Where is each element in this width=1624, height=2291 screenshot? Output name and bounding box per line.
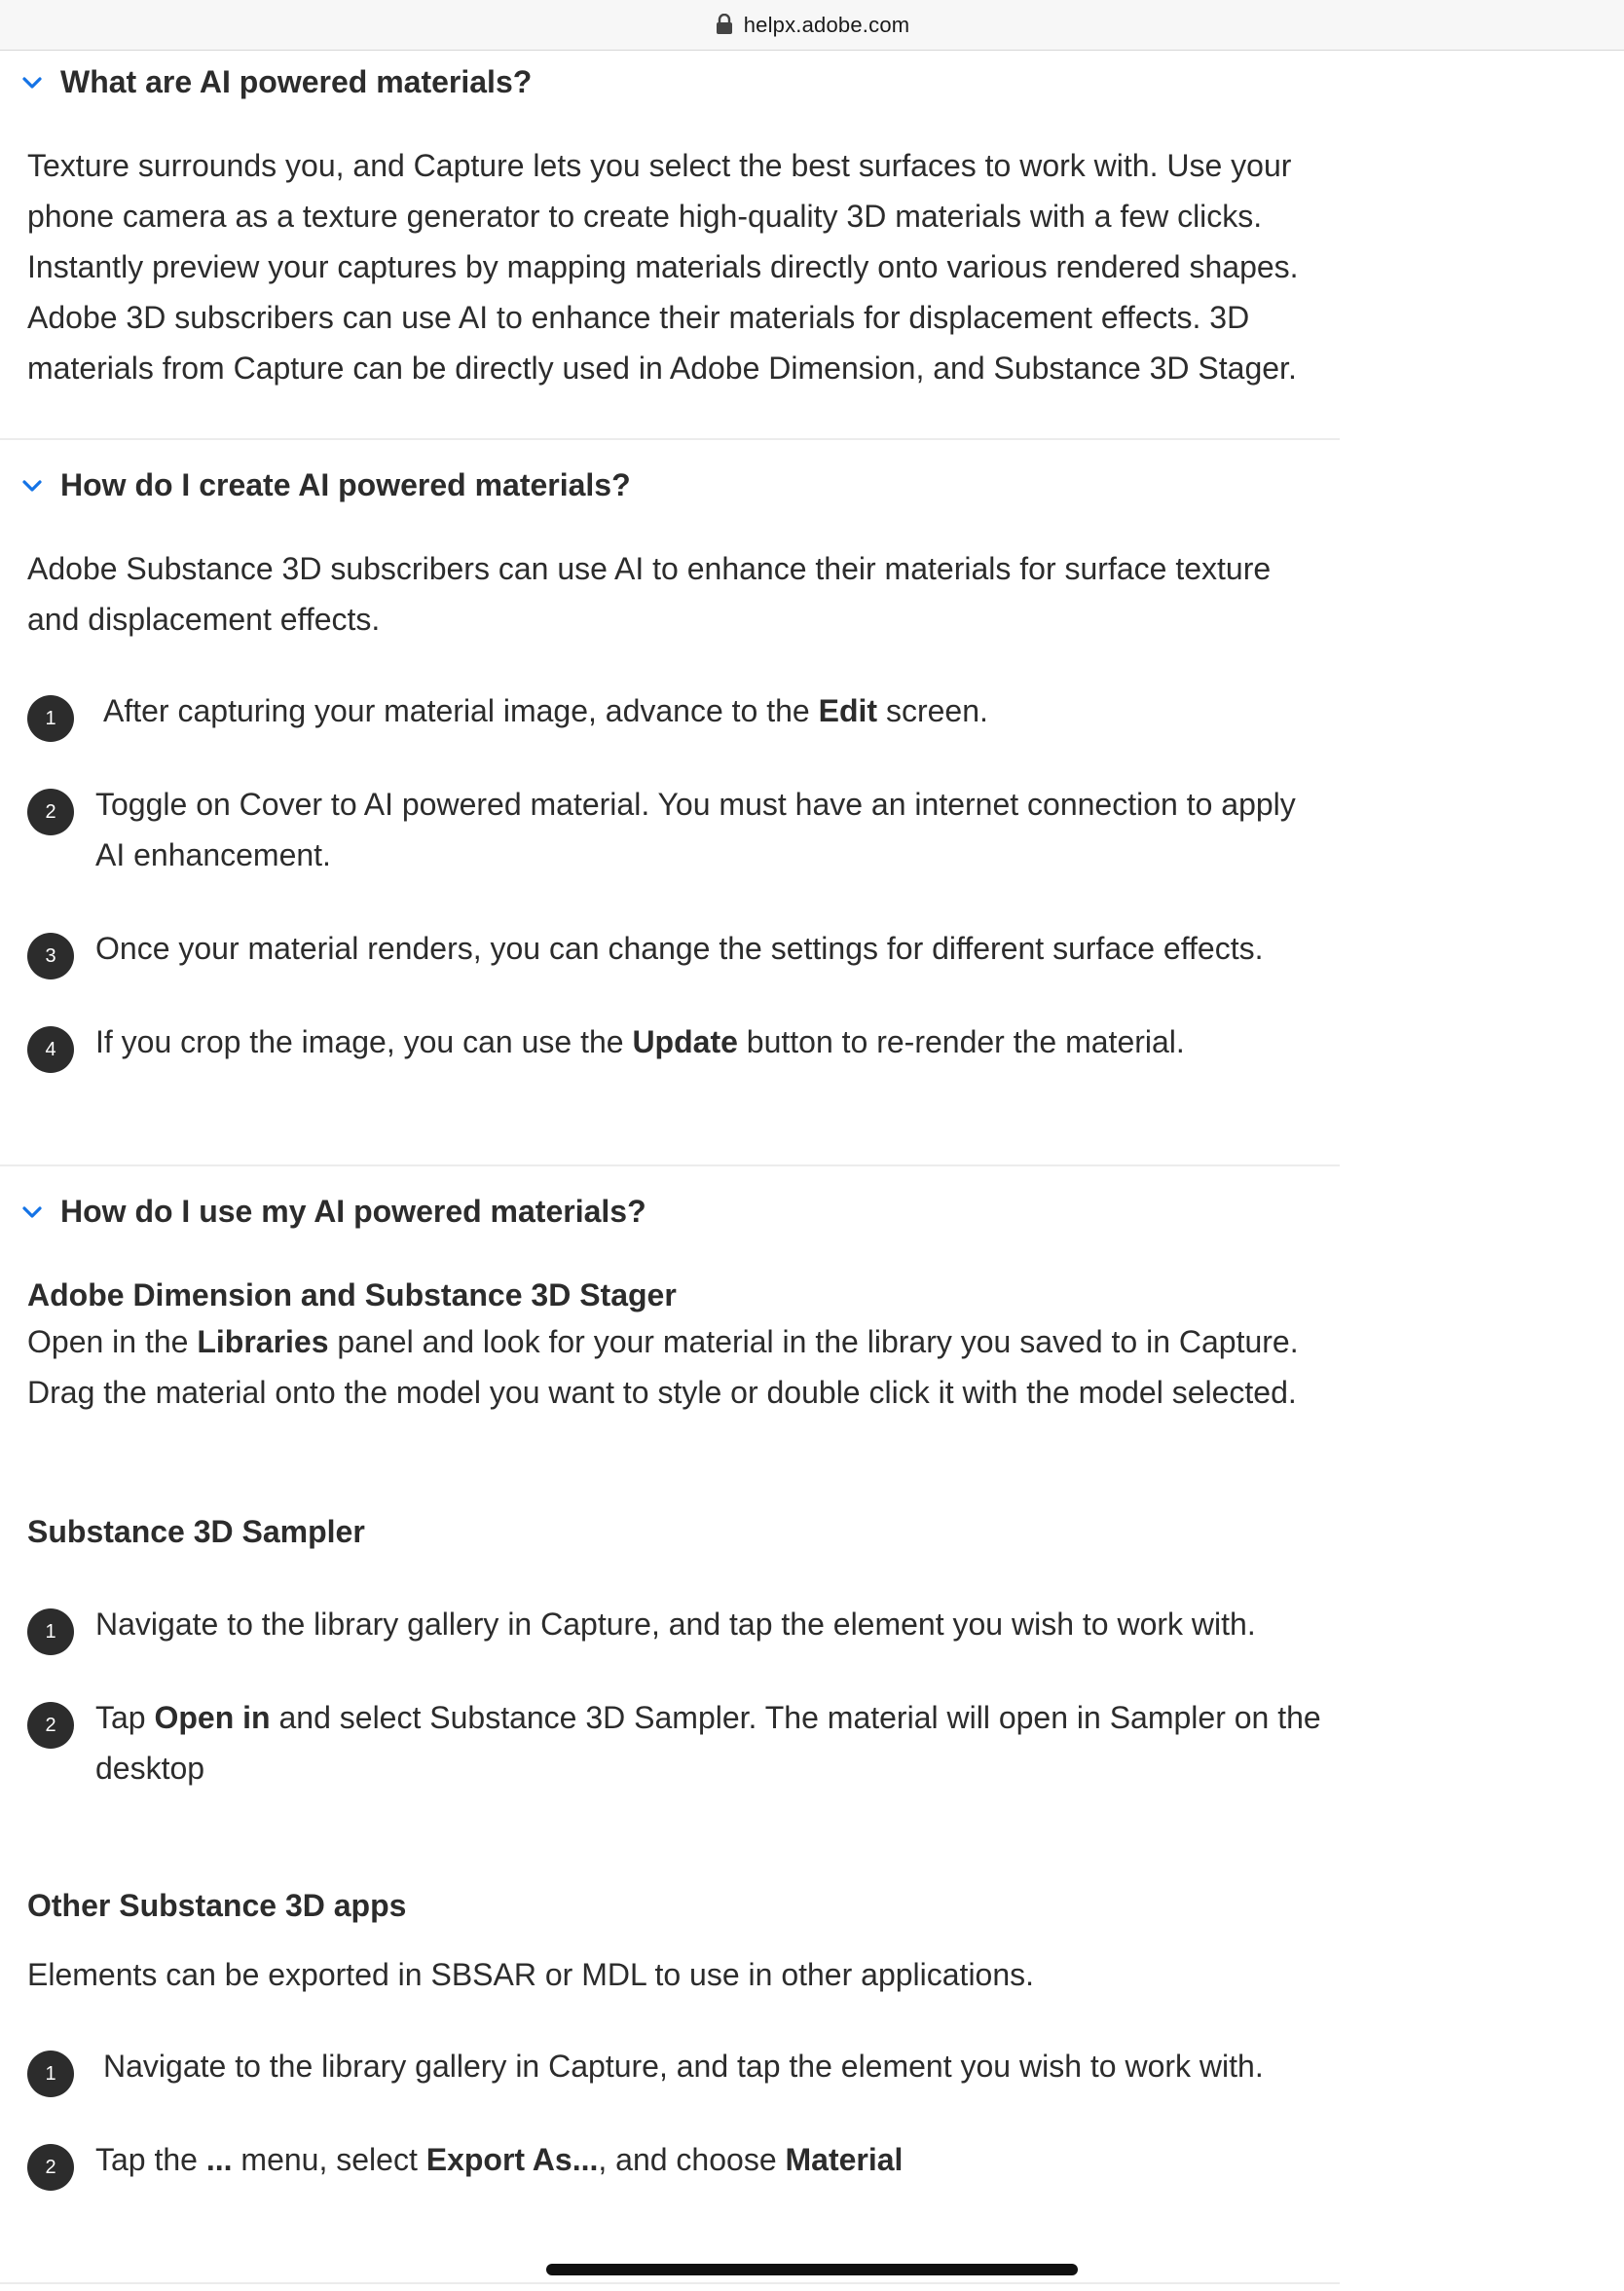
answer-paragraph: Elements can be exported in SBSAR or MDL to use in other applications. [27, 1957, 1035, 1992]
faq-question-how-use[interactable] [21, 1194, 646, 1230]
step-text: Navigate to the library gallery in Capture, and tap the element you wish to work with. [103, 2049, 1264, 2084]
lock-icon [715, 14, 734, 35]
step-item [27, 1700, 1322, 1793]
step-number: 2 [27, 2144, 74, 2191]
question-title: How do I use my AI powered materials? [60, 1194, 646, 1229]
section-divider [0, 1164, 1340, 1166]
subheading-sampler: Substance 3D Sampler [27, 1514, 365, 1549]
step-number: 1 [27, 1608, 74, 1655]
chevron-down-icon [21, 76, 43, 90]
step-number: 4 [27, 1026, 74, 1073]
answer-paragraph: Open in the Libraries panel and look for your material in the library you saved to in Capture. Drag the material onto the model you want to style or double click it with the model selected. [27, 1324, 1299, 1410]
step-number: 1 [27, 695, 74, 742]
answer-paragraph: Adobe Substance 3D subscribers can use AI to enhance their materials for surface texture and displacement effects. [27, 551, 1272, 637]
faq-question-how-create[interactable] [21, 467, 631, 503]
step-item [27, 1607, 1322, 1655]
step-item [27, 931, 1322, 979]
step-number: 1 [27, 2051, 74, 2097]
step-number: 3 [27, 933, 74, 979]
step-text: Toggle on Cover to AI powered material. You must have an internet connection to apply AI enhancement. [95, 787, 1296, 872]
url-text: helpx.adobe.com [743, 12, 910, 37]
step-item [27, 2049, 1322, 2097]
step-item [27, 693, 1322, 742]
step-number: 2 [27, 1702, 74, 1749]
subheading-dimension: Adobe Dimension and Substance 3D Stager [27, 1277, 677, 1312]
faq-question-what-are[interactable] [21, 64, 532, 100]
section-divider [0, 438, 1340, 440]
step-item [27, 787, 1322, 880]
answer-paragraph: Texture surrounds you, and Capture lets you select the best surfaces to work with. Use your phone camera as a texture generator to create high-quality 3D materials with a few clicks. Instantly preview your captures by mapping materials directly onto various rendered shapes. Adobe 3D subscribers can use AI to enhance their materials for displacement effects. 3D materials from Capture can be directly used in Adobe Dimension, and Substance 3D Stager. [27, 148, 1299, 386]
step-text: Tap Open in and select Substance 3D Sampler. The material will open in Sampler on the desktop [95, 1700, 1321, 1786]
address-bar[interactable] [0, 0, 1624, 51]
step-number: 2 [27, 789, 74, 835]
section-divider [0, 2282, 1340, 2284]
step-text: Tap the ... menu, select Export As..., and choose Material [95, 2142, 904, 2177]
home-indicator[interactable] [546, 2264, 1078, 2275]
subheading-other: Other Substance 3D apps [27, 1888, 407, 1923]
step-item [27, 2142, 1322, 2191]
step-text: Once your material renders, you can change the settings for different surface effects. [95, 931, 1264, 966]
question-title: What are AI powered materials? [60, 64, 533, 99]
step-item [27, 1024, 1322, 1073]
step-text: After capturing your material image, advance to the Edit screen. [103, 693, 988, 728]
chevron-down-icon [21, 479, 43, 493]
step-text: Navigate to the library gallery in Capture, and tap the element you wish to work with. [95, 1607, 1256, 1642]
chevron-down-icon [21, 1205, 43, 1219]
question-title: How do I create AI powered materials? [60, 467, 631, 502]
step-text: If you crop the image, you can use the Update button to re-render the material. [95, 1024, 1185, 1059]
